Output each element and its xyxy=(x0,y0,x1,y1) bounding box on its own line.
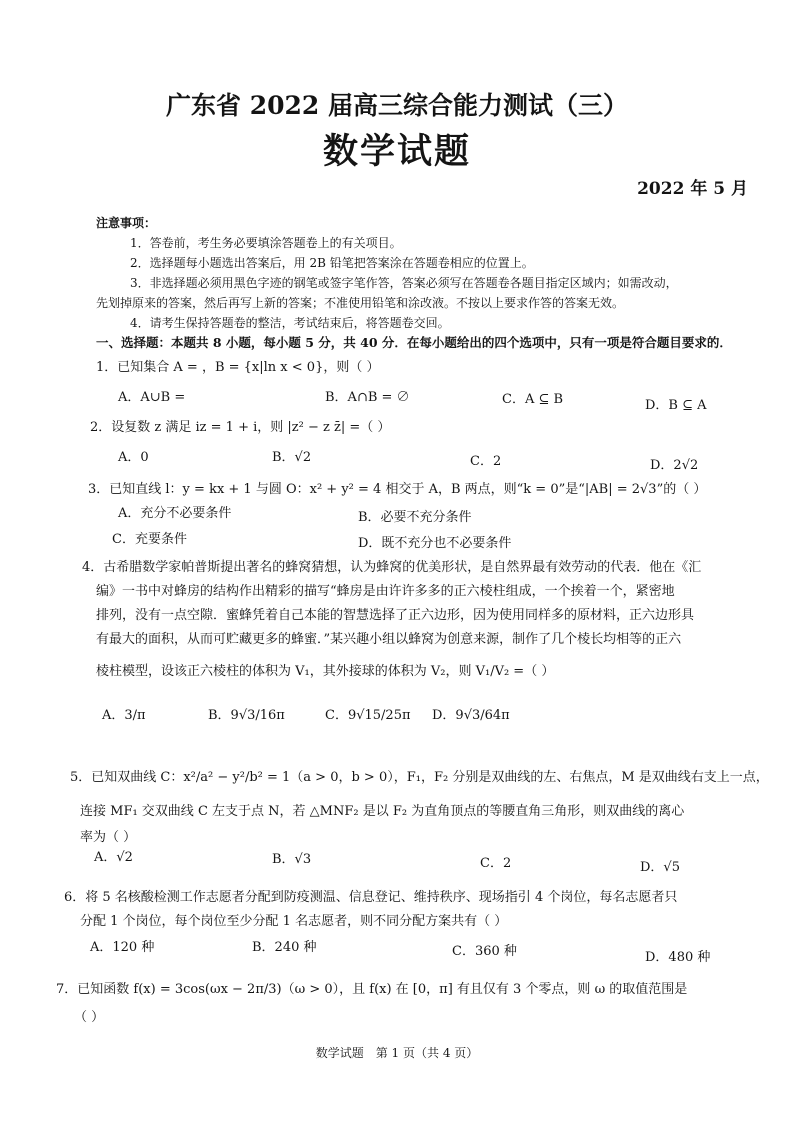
q4-option-c: C．9√15/25π xyxy=(325,708,411,723)
q3-option-c: C．充要条件 xyxy=(112,532,187,547)
q2-option-d: D．2√2 xyxy=(650,458,699,473)
notice-item: 4．请考生保持答题卷的整洁，考试结束后，将答题卷交回。 xyxy=(130,316,450,330)
question-5-stem-line: 5．已知双曲线 C：x²/a² − y²/b² = 1（a > 0，b > 0），F₁，F₂ 分别是双曲线的左、右焦点，M 是双曲线右支上一点， xyxy=(70,770,769,785)
notice-heading: 注意事项： xyxy=(96,216,157,230)
notice-item: 2．选择题每小题选出答案后，用 2B 铅笔把答案涂在答题卷相应的位置上。 xyxy=(130,256,534,270)
exam-title: 广东省 2022 届高三综合能力测试（三） xyxy=(166,91,628,120)
q2-option-c: C．2 xyxy=(470,454,502,469)
question-5-stem-line: 连接 MF₁ 交双曲线 C 左支于点 N，若 △MNF₂ 是以 F₂ 为直角顶点的等腰直角三角形，则双曲线的离心 xyxy=(80,804,685,819)
question-4-stem-line: 棱柱模型，设该正六棱柱的体积为 V₁，其外接球的体积为 V₂，则 V₁/V₂ =（ ） xyxy=(96,664,555,679)
question-2-stem: 2．设复数 z 满足 iz = 1 + i，则 |z² − z z̄| =（ ） xyxy=(90,420,391,435)
q1-option-b: B．A∩B = ∅ xyxy=(325,390,410,405)
section-heading: 一、选择题：本题共 8 小题，每小题 5 分，共 40 分．在每小题给出的四个选项中，只有一项是符合题目要求的． xyxy=(96,335,732,350)
q4-option-a: A．3/π xyxy=(102,708,146,723)
question-4-stem-line: 排列，没有一点空隙．蜜蜂凭着自己本能的智慧选择了正六边形，因为使用同样多的原材料，正六边形具 xyxy=(96,608,695,623)
q3-option-b: B．必要不充分条件 xyxy=(358,510,472,525)
notice-item: 3．非选择题必须用黑色字迹的钢笔或签字笔作答，答案必须写在答题卷各题目指定区域内；如需改动， xyxy=(130,276,678,290)
q6-option-b: B．240 种 xyxy=(252,940,317,955)
question-1-stem: 1．已知集合 A = ，B = {x|ln x < 0}，则（ ） xyxy=(96,360,380,375)
exam-date: 2022 年 5 月 xyxy=(637,179,748,199)
question-3-stem: 3．已知直线 l：y = kx + 1 与圆 O：x² + y² = 4 相交于 A，B 两点，则“k = 0”是“|AB| = 2√3”的（ ） xyxy=(88,482,707,497)
page-footer: 数学试题 第 1 页（共 4 页） xyxy=(315,1046,479,1060)
q5-option-c: C．2 xyxy=(480,856,512,871)
question-6-stem-line: 分配 1 个岗位，每个岗位至少分配 1 名志愿者，则不同分配方案共有（ ） xyxy=(80,914,508,929)
q6-option-d: D．480 种 xyxy=(645,950,711,965)
notice-item: 先划掉原来的答案，然后再写上新的答案；不准使用铅笔和涂改液。不按以上要求作答的答案无效。 xyxy=(96,296,625,310)
q4-option-b: B．9√3/16π xyxy=(208,708,285,723)
q3-option-d: D．既不充分也不必要条件 xyxy=(358,536,512,551)
question-6-stem-line: 6．将 5 名核酸检测工作志愿者分配到防疫测温、信息登记、维持秩序、现场指引 4 个岗位，每名志愿者只 xyxy=(64,890,678,905)
question-7-stem-line: （ ） xyxy=(74,1010,105,1025)
exam-subject: 数学试题 xyxy=(322,131,471,172)
question-5-stem-line: 率为（ ） xyxy=(80,830,137,845)
q5-option-d: D．√5 xyxy=(640,860,680,875)
question-7-stem-line: 7．已知函数 f(x) = 3cos(ωx − 2π/3)（ω > 0），且 f(x) 在 [0，π] 有且仅有 3 个零点，则 ω 的取值范围是 xyxy=(56,982,688,997)
q3-option-a: A．充分不必要条件 xyxy=(118,506,232,521)
q5-option-a: A．√2 xyxy=(94,850,133,865)
question-4-stem-line: 4．古希腊数学家帕普斯提出著名的蜂窝猜想，认为蜂窝的优美形状，是自然界最有效劳动的代表．他在《汇 xyxy=(82,560,702,575)
q5-option-b: B．√3 xyxy=(272,852,312,867)
q1-option-a: A．A∪B = xyxy=(118,390,186,405)
q1-option-d: D．B ⊆ A xyxy=(645,398,707,413)
question-4-stem-line: 编》一书中对蜂房的结构作出精彩的描写“蜂房是由许许多多的正六棱柱组成，一个挨着一个，紧密地 xyxy=(96,584,675,599)
q2-option-a: A．0 xyxy=(118,450,149,465)
q2-option-b: B．√2 xyxy=(272,450,312,465)
notice-item: 1．答卷前，考生务必要填涂答题卷上的有关项目。 xyxy=(130,236,402,250)
q6-option-a: A．120 种 xyxy=(90,940,155,955)
q4-option-d: D．9√3/64π xyxy=(432,708,510,723)
q1-option-c: C．A ⊆ B xyxy=(502,392,564,407)
question-4-stem-line: 有最大的面积，从而可贮藏更多的蜂蜜．”某兴趣小组以蜂窝为创意来源，制作了几个棱长均相等的正六 xyxy=(96,632,682,647)
q6-option-c: C．360 种 xyxy=(452,944,517,959)
